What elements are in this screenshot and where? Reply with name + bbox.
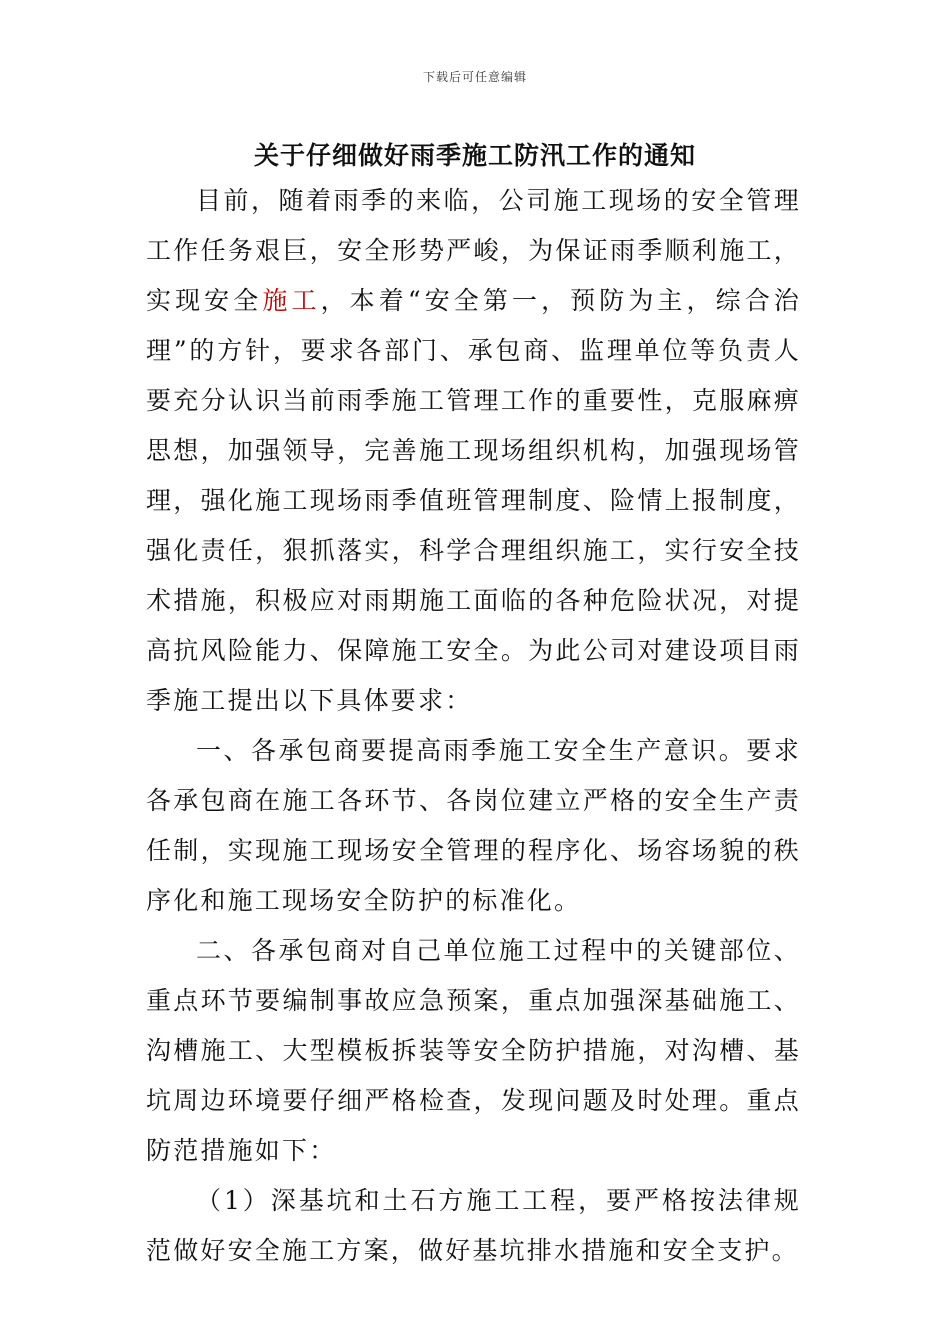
paragraph-requirement-2: 二、各承包商对自己单位施工过程中的关键部位、重点环节要编制事故应急预案，重点加强深基础施工、沟槽施工、大型模板拆装等安全防护措施，对沟槽、基坑周边环境要仔细严格检查，发现问题及时处理。重点防范措施如下： — [146, 936, 801, 1165]
document-body — [146, 176, 801, 1276]
header-note: 下载后可任意编辑 — [422, 70, 527, 84]
paragraph-intro-text-2: ，本着“安全第一，预防为主，综合治理”的方针，要求各部门、承包商、监理单位等负责人要充分认识当前雨季施工管理工作的重要性，克服麻痹思想，加强领导，完善施工现场组织机构，加强现场管理，强化施工现场雨季值班管理制度、险情上报制度，强化责任，狠抓落实，科学合理组织施工，实行安全技术措施，积极应对雨期施工面临的各种危险状况，对提高抗风险能力、保障施工安全。为此公司对建设项目雨季施工提出以下具体要求： — [146, 286, 801, 715]
paragraph-intro — [146, 176, 801, 726]
highlighted-word: 施工 — [262, 286, 321, 315]
document-title: 关于仔细做好雨季施工防汛工作的通知 — [253, 141, 696, 170]
paragraph-measure-1: （1）深基坑和土石方施工工程，要严格按法律规范做好安全施工方案，做好基坑排水措施和安全支护。 — [146, 1186, 801, 1265]
paragraph-intro-text-1: 目前，随着雨季的来临，公司施工现场的安全管理工作任务艰巨，安全形势严峻，为保证雨季顺利施工，实现安全 — [146, 186, 801, 315]
paragraph-requirement-1: 一、各承包商要提高雨季施工安全生产意识。要求各承包商在施工各环节、各岗位建立严格的安全生产责任制，实现施工现场安全管理的程序化、场容场貌的秩序化和施工现场安全防护的标准化。 — [146, 736, 801, 915]
